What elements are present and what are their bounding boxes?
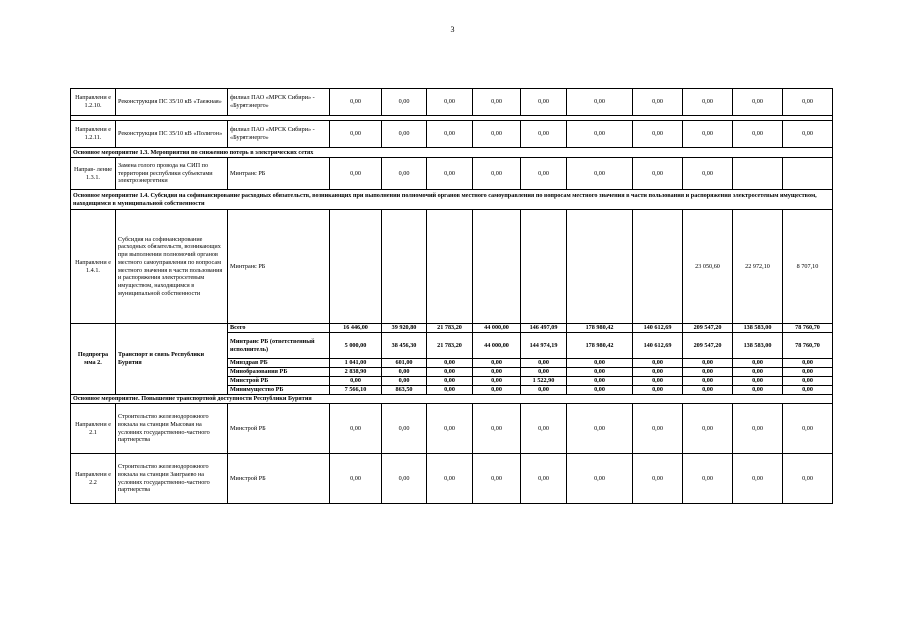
subprogram-name: Транспорт и связь Республики Бурятия	[116, 324, 228, 395]
value-cell: 0,00	[633, 121, 683, 148]
value-cell: 0,00	[521, 158, 567, 190]
value-cell: 0,00	[473, 404, 521, 454]
value-cell: 0,00	[567, 386, 633, 395]
value-cell: 0,00	[473, 158, 521, 190]
value-cell: 0,00	[683, 89, 733, 116]
value-cell: 0,00	[633, 359, 683, 368]
value-cell	[473, 210, 521, 324]
value-cell: 0,00	[783, 121, 833, 148]
value-cell: 138 583,00	[733, 324, 783, 333]
value-cell: 0,00	[633, 377, 683, 386]
value-cell: 0,00	[783, 386, 833, 395]
row-code: Направ- ление 1.3.1.	[71, 158, 116, 190]
value-cell: 21 783,20	[427, 324, 473, 333]
row-name: Строительство железнодорожного вокзала на станции Мысовая на условиях государственно-частного партнерства	[116, 404, 228, 454]
value-cell: 44 000,00	[473, 333, 521, 359]
table-row	[71, 324, 833, 333]
row-executor: Всего	[228, 324, 330, 333]
value-cell: 22 972,10	[733, 210, 783, 324]
value-cell: 0,00	[633, 404, 683, 454]
value-cell: 0,00	[567, 121, 633, 148]
row-executor: филиал ПАО «МРСК Сибири» - «Бурятэнерго»	[228, 89, 330, 116]
value-cell: 0,00	[521, 368, 567, 377]
value-cell: 0,00	[783, 89, 833, 116]
value-cell: 0,00	[683, 158, 733, 190]
value-cell: 138 583,00	[733, 333, 783, 359]
value-cell: 0,00	[473, 386, 521, 395]
value-cell: 1 041,00	[330, 359, 382, 368]
value-cell: 0,00	[733, 454, 783, 504]
value-cell	[633, 210, 683, 324]
value-cell: 0,00	[683, 359, 733, 368]
value-cell: 0,00	[683, 377, 733, 386]
value-cell: 209 547,20	[683, 324, 733, 333]
value-cell: 1 522,90	[521, 377, 567, 386]
value-cell: 0,00	[473, 368, 521, 377]
value-cell: 146 497,09	[521, 324, 567, 333]
value-cell: 0,00	[427, 89, 473, 116]
value-cell: 0,00	[567, 89, 633, 116]
value-cell: 0,00	[521, 454, 567, 504]
row-code: Направлени е 2.1	[71, 404, 116, 454]
row-executor: Минимущество РБ	[228, 386, 330, 395]
value-cell: 21 783,20	[427, 333, 473, 359]
value-cell: 0,00	[683, 386, 733, 395]
value-cell: 0,00	[382, 404, 427, 454]
value-cell: 0,00	[473, 89, 521, 116]
row-executor: Минтранс РБ	[228, 210, 330, 324]
value-cell: 0,00	[567, 158, 633, 190]
value-cell: 601,00	[382, 359, 427, 368]
value-cell: 16 446,00	[330, 324, 382, 333]
value-cell: 78 760,70	[783, 333, 833, 359]
value-cell: 0,00	[521, 89, 567, 116]
value-cell: 0,00	[427, 368, 473, 377]
section-header-row	[71, 395, 833, 404]
value-cell: 0,00	[330, 454, 382, 504]
value-cell: 0,00	[382, 158, 427, 190]
value-cell: 0,00	[382, 377, 427, 386]
value-cell: 0,00	[733, 121, 783, 148]
value-cell: 0,00	[473, 121, 521, 148]
value-cell: 38 456,30	[382, 333, 427, 359]
value-cell: 0,00	[330, 121, 382, 148]
value-cell: 0,00	[733, 377, 783, 386]
value-cell: 0,00	[683, 454, 733, 504]
value-cell: 0,00	[330, 158, 382, 190]
value-cell: 0,00	[382, 121, 427, 148]
row-code: Направлени е 2.2	[71, 454, 116, 504]
value-cell: 39 920,80	[382, 324, 427, 333]
value-cell: 0,00	[783, 377, 833, 386]
value-cell: 0,00	[783, 368, 833, 377]
value-cell: 0,00	[521, 359, 567, 368]
row-code: Направлени е 1.2.11.	[71, 121, 116, 148]
value-cell: 144 974,19	[521, 333, 567, 359]
value-cell: 0,00	[473, 454, 521, 504]
value-cell: 7 566,10	[330, 386, 382, 395]
value-cell: 0,00	[521, 386, 567, 395]
budget-table	[70, 88, 833, 504]
value-cell: 209 547,20	[683, 333, 733, 359]
row-name: Субсидия на софинансирование расходных обязательств, возникающих при выполнении полномочий органов местного самоуправления по вопросам местного значения в части пользования и распоряжения электросетевым имуществом, находящимся в муниципальной собственности	[116, 210, 228, 324]
table-row	[71, 158, 833, 190]
value-cell	[521, 210, 567, 324]
row-name: Строительство железнодорожного вокзала на станции Заиграево на условиях государственно-частного партнерства	[116, 454, 228, 504]
table-row	[71, 89, 833, 116]
value-cell: 0,00	[633, 454, 683, 504]
value-cell: 0,00	[427, 359, 473, 368]
value-cell: 0,00	[633, 158, 683, 190]
value-cell: 8 707,10	[783, 210, 833, 324]
row-name: Реконструкция ПС 35/10 кВ «Таежная»	[116, 89, 228, 116]
value-cell: 2 838,90	[330, 368, 382, 377]
value-cell: 0,00	[683, 368, 733, 377]
section-title: Основное мероприятие. Повышение транспортной доступности Республики Бурятия	[71, 395, 833, 404]
row-executor: Минздрав РБ	[228, 359, 330, 368]
row-code: Направлени е 1.4.1.	[71, 210, 116, 324]
value-cell: 0,00	[382, 454, 427, 504]
value-cell: 0,00	[733, 404, 783, 454]
value-cell: 0,00	[567, 377, 633, 386]
section-header-row	[71, 148, 833, 158]
value-cell: 0,00	[783, 454, 833, 504]
row-name: Замена голого провода на СИП по территории республики субъектами электроэнергетики	[116, 158, 228, 190]
row-executor: Минстрой РБ	[228, 377, 330, 386]
value-cell: 0,00	[733, 386, 783, 395]
value-cell: 0,00	[330, 404, 382, 454]
row-executor: Минстрой РБ	[228, 404, 330, 454]
value-cell: 0,00	[427, 121, 473, 148]
table-row	[71, 404, 833, 454]
section-header-row	[71, 190, 833, 210]
value-cell: 140 612,69	[633, 333, 683, 359]
section-title: Основное мероприятие 1.3. Мероприятия по снижению потерь в электрических сетях	[71, 148, 833, 158]
value-cell: 0,00	[633, 386, 683, 395]
page-number: 3	[450, 25, 455, 34]
row-executor: Минобразования РБ	[228, 368, 330, 377]
value-cell: 178 980,42	[567, 333, 633, 359]
value-cell: 0,00	[521, 121, 567, 148]
value-cell: 5 000,00	[330, 333, 382, 359]
value-cell: 0,00	[427, 386, 473, 395]
value-cell	[567, 210, 633, 324]
value-cell: 0,00	[567, 404, 633, 454]
value-cell: 44 000,00	[473, 324, 521, 333]
value-cell: 0,00	[382, 89, 427, 116]
value-cell	[382, 210, 427, 324]
value-cell: 0,00	[633, 368, 683, 377]
row-code: Направлени е 1.2.10.	[71, 89, 116, 116]
value-cell: 0,00	[633, 89, 683, 116]
value-cell: 140 612,69	[633, 324, 683, 333]
value-cell: 0,00	[783, 359, 833, 368]
value-cell: 0,00	[683, 121, 733, 148]
value-cell: 0,00	[427, 158, 473, 190]
row-executor: Минтранс РБ	[228, 158, 330, 190]
subprogram-code: Подпрогра мма 2.	[71, 324, 116, 395]
table-row	[71, 210, 833, 324]
value-cell	[783, 158, 833, 190]
value-cell: 863,50	[382, 386, 427, 395]
value-cell: 0,00	[733, 368, 783, 377]
value-cell	[427, 210, 473, 324]
row-name: Реконструкция ПС 35/10 кВ «Полигон»	[116, 121, 228, 148]
value-cell: 78 760,70	[783, 324, 833, 333]
section-title: Основное мероприятие 1.4. Субсидия на софинансирование расходных обязательств, возникающих при выполнении полномочий органов местного самоуправления по вопросам местного значения в части пользования и распоряжения электросетевым имуществом, находящимся в муниципальной собственности	[71, 190, 833, 210]
value-cell: 0,00	[427, 404, 473, 454]
value-cell: 0,00	[683, 404, 733, 454]
value-cell: 0,00	[521, 404, 567, 454]
table-row	[71, 454, 833, 504]
value-cell: 0,00	[427, 377, 473, 386]
value-cell: 0,00	[567, 359, 633, 368]
table-row	[71, 121, 833, 148]
value-cell: 0,00	[567, 368, 633, 377]
row-executor: Минтранс РБ (ответственный исполнитель)	[228, 333, 330, 359]
value-cell: 0,00	[427, 454, 473, 504]
row-executor: Минстрой РБ	[228, 454, 330, 504]
value-cell: 178 980,42	[567, 324, 633, 333]
value-cell	[733, 158, 783, 190]
value-cell: 0,00	[733, 89, 783, 116]
value-cell: 0,00	[382, 368, 427, 377]
value-cell: 0,00	[330, 89, 382, 116]
row-executor: филиал ПАО «МРСК Сибири» - «Бурятэнерго»	[228, 121, 330, 148]
value-cell: 23 050,60	[683, 210, 733, 324]
value-cell: 0,00	[473, 359, 521, 368]
value-cell: 0,00	[473, 377, 521, 386]
value-cell: 0,00	[783, 404, 833, 454]
value-cell: 0,00	[567, 454, 633, 504]
value-cell	[330, 210, 382, 324]
value-cell: 0,00	[733, 359, 783, 368]
value-cell: 0,00	[330, 377, 382, 386]
